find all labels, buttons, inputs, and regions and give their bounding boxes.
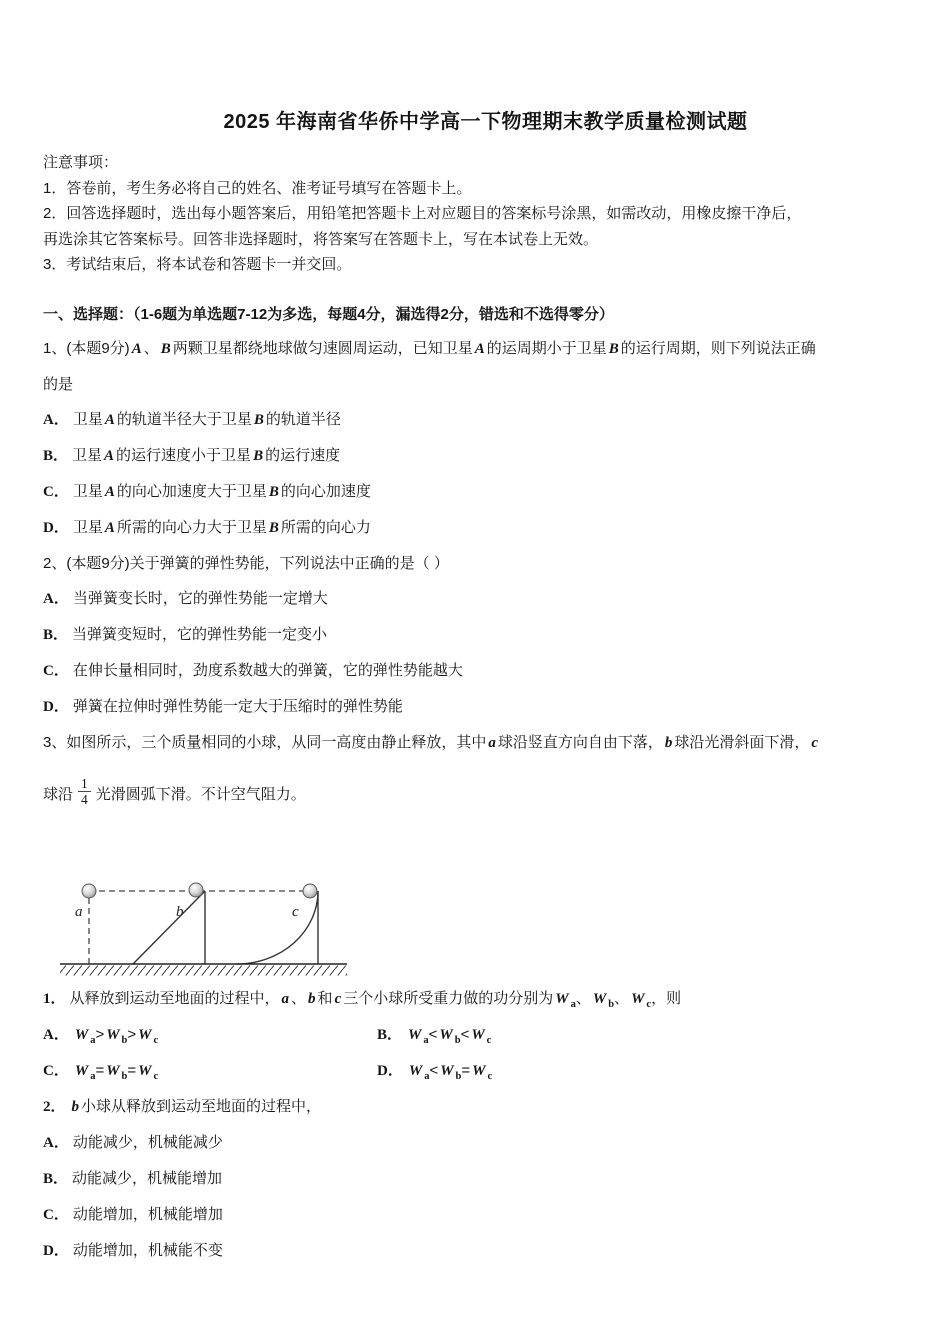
- sub-1-option-c: C． W $_a$= W $_b$= W $_c$: [43, 1061, 159, 1082]
- question-2-option-b: B． 当弹簧变短时，它的弹性势能一定变小: [43, 625, 328, 643]
- document-title: 2025 年海南省华侨中学高一下物理期末教学质量检测试题: [223, 111, 748, 133]
- figure-label-a: a: [75, 903, 83, 920]
- ball-a: [82, 884, 96, 898]
- question-3-sub-2-stem: 2． b 小球从释放到运动至地面的过程中，: [43, 1097, 322, 1115]
- question-2-option-a: A． 当弹簧变长时，它的弹性势能一定增大: [43, 589, 328, 607]
- ball-c: [303, 884, 317, 898]
- sub-2-option-a: A． 动能减少，机械能减少: [43, 1133, 223, 1151]
- notice-item-2-line-2: 再选涂其它答案标号。回答非选择题时，将答案写在答题卡上，写在本试卷上无效。: [43, 230, 599, 248]
- question-1-stem-line-2: 的是: [43, 375, 74, 393]
- question-2-option-d: D． 弹簧在拉伸时弹性势能一定大于压缩时的弹性势能: [43, 697, 403, 715]
- question-3-sub-1-stem: 1． 从释放到运动至地面的过程中， a 、 b 和 c 三个小球所受重力做的功分别为 W $_a$、 W $_b$、 W $_c$，则: [43, 989, 682, 1010]
- sub-1-option-b: B． W $_a$< W $_b$< W $_c$: [377, 1025, 492, 1046]
- question-1: [43, 331, 928, 546]
- question-1-option-a: A． 卫星 A 的轨道半径大于卫星 B 的轨道半径: [43, 410, 341, 428]
- ball-b: [189, 883, 203, 897]
- question-3-sub-2: [43, 1089, 928, 1269]
- question-2-option-c: C． 在伸长量相同时，劲度系数越大的弹簧，它的弹性势能越大: [43, 661, 463, 679]
- notice-item-1: 1．答卷前，考生务必将自己的姓名、准考证号填写在答题卡上。: [43, 179, 472, 197]
- figure-label-c: c: [292, 903, 299, 920]
- sub-1-option-d: D． W $_a$< W $_b$= W $_c$: [377, 1061, 493, 1082]
- ground-hatching: [60, 965, 347, 975]
- figure-three-balls-svg: [55, 869, 355, 981]
- question-2-stem: 2、(本题9分)关于弹簧的弹性势能，下列说法中正确的是（ ）: [43, 554, 449, 572]
- questions-area: [43, 331, 928, 1269]
- question-3-stem-line-2: 球沿 $\frac{1}{4}$ 光滑圆弧下滑。不计空气阻力。: [43, 775, 306, 808]
- sub-2-option-d: D． 动能增加，机械能不变: [43, 1241, 223, 1259]
- question-3: [43, 725, 928, 1269]
- notice-heading: 注意事项：: [43, 154, 119, 171]
- notice-item-3: 3．考试结束后，将本试卷和答题卡一并交回。: [43, 256, 352, 273]
- question-2: [43, 546, 928, 725]
- sub-2-option-b: B． 动能减少，机械能增加: [43, 1169, 223, 1187]
- figure-three-balls: [55, 869, 355, 981]
- section-heading: 一、选择题：（1-6题为单选题7-12为多选，每题4分，漏选得2分，错选和不选得零分）: [43, 305, 614, 323]
- question-1-stem-line-1: 1、(本题9分) A 、 B 两颗卫星都绕地球做匀速圆周运动，已知卫星 A 的运周期小于卫星 B 的运行周期，则下列说法正确: [43, 339, 816, 357]
- question-3-stem-line-1: 3、如图所示，三个质量相同的小球，从同一高度由静止释放，其中 a 球沿竖直方向自由下落， b 球沿光滑斜面下滑， c: [43, 733, 819, 751]
- figure-label-b: b: [176, 903, 184, 920]
- sub-1-option-a: A． W $_a$> W $_b$> W $_c$: [43, 1025, 159, 1046]
- incline-surface: [133, 891, 205, 964]
- quarter-circle-arc-surface: [237, 891, 318, 964]
- question-1-option-d: D． 卫星 A 所需的向心力大于卫星 B 所需的向心力: [43, 518, 371, 536]
- notice-item-2-line-1: 2．回答选择题时，选出每小题答案后，用铅笔把答题卡上对应题目的答案标号涂黑，如需改动，用橡皮擦干净后，: [43, 205, 802, 222]
- question-3-sub-1-options: [43, 1017, 928, 1089]
- question-3-sub-1: [43, 981, 928, 1089]
- sub-2-option-c: C． 动能增加，机械能增加: [43, 1205, 223, 1223]
- question-1-option-b: B． 卫星 A 的运行速度小于卫星 B 的运行速度: [43, 446, 341, 464]
- question-1-option-c: C． 卫星 A 的向心加速度大于卫星 B 的向心加速度: [43, 482, 371, 500]
- notice-section: [43, 150, 928, 278]
